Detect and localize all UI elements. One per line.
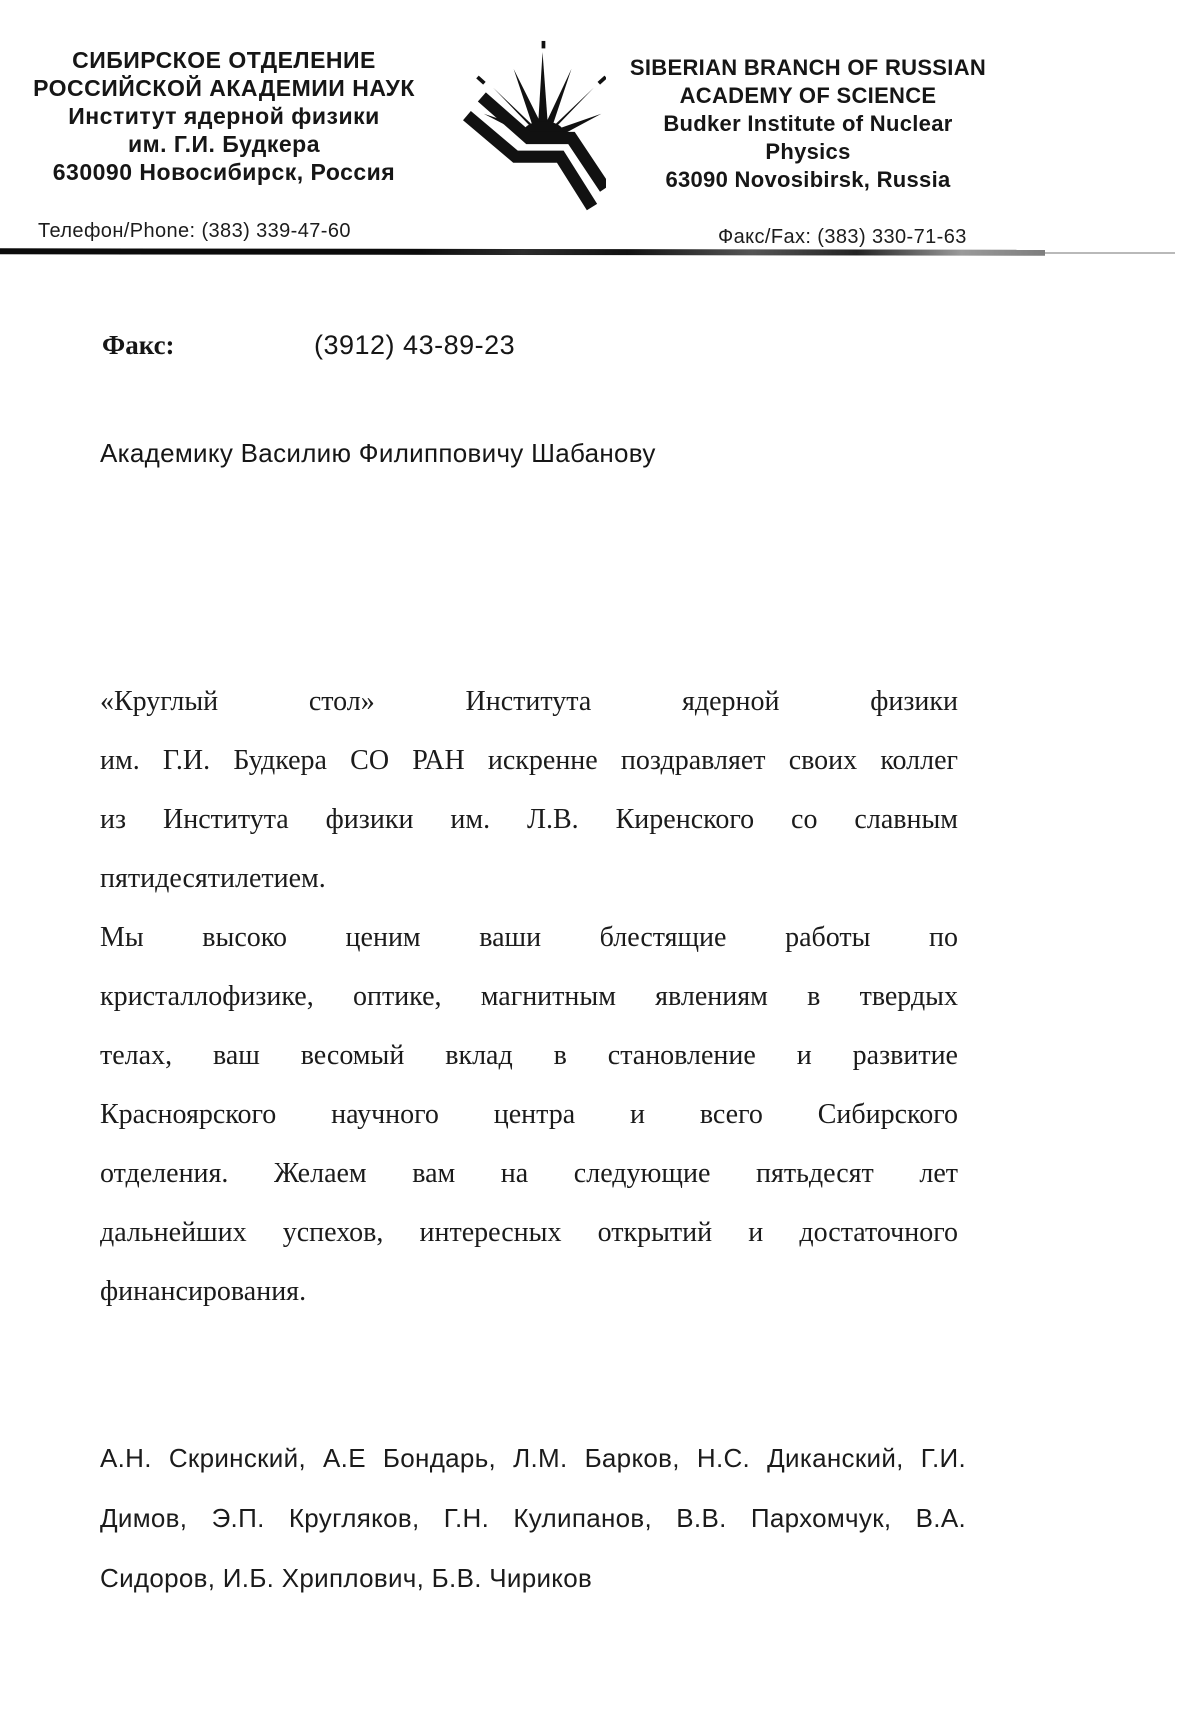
budker-inp-logo-icon — [424, 36, 606, 212]
letterhead-english — [608, 54, 1008, 194]
letterhead-divider-rule-tail — [1045, 252, 1175, 254]
letterhead-en-line: 63090 Novosibirsk, Russia — [665, 167, 951, 192]
letterhead-russian — [18, 46, 430, 186]
letterhead-ru-line: Институт ядерной физики — [68, 103, 380, 129]
letterhead-ru-line: СИБИРСКОЕ ОТДЕЛЕНИЕ — [72, 47, 376, 73]
body-line: финансирования. — [100, 1276, 307, 1307]
letterhead-ru-line: им. Г.И. Будкера — [128, 131, 320, 157]
body-line: пятидесятилетием. — [100, 863, 326, 894]
letterhead-ru-line: 630090 Новосибирск, Россия — [52, 159, 396, 185]
body-line: «Круглый стол» Института ядерной физики — [100, 686, 958, 717]
letterhead-divider-rule — [0, 248, 1045, 255]
body-line: Красноярского научного центра и всего Сибирского — [100, 1099, 958, 1130]
signature-line: Сидоров, И.Б. Хриплович, Б.В. Чириков — [100, 1563, 593, 1593]
body-line: им. Г.И. Будкера СО РАН искренне поздравляет своих коллег — [100, 745, 958, 776]
fax-number-line: Факс/Fax: (383) 330-71-63 — [718, 226, 967, 248]
fax-to-label: Факс: — [102, 330, 175, 360]
body-line: Мы высоко ценим ваши блестящие работы по — [100, 922, 958, 953]
body-line: телах, ваш весомый вклад в становление и развитие — [100, 1040, 958, 1071]
letterhead-en-line: ACADEMY OF SCIENCE — [679, 83, 937, 108]
letterhead-ru-line: РОССИЙСКОЙ АКАДЕМИИ НАУК — [33, 75, 415, 101]
letterhead-en-line: SIBERIAN BRANCH OF RUSSIAN — [629, 55, 987, 80]
signature-line: Димов, Э.П. Кругляков, Г.Н. Кулипанов, В.В. Пархомчук, В.А. — [100, 1503, 966, 1533]
phone-number-line: Телефон/Phone: (383) 339-47-60 — [38, 220, 351, 242]
signature-line: А.Н. Скринский, А.Е Бондарь, Л.М. Барков, Н.С. Диканский, Г.И. — [100, 1443, 966, 1473]
body-line: кристаллофизике, оптике, магнитным явлениям в твердых — [100, 981, 958, 1012]
letterhead-en-line: Budker Institute of Nuclear — [663, 111, 953, 136]
letter-body — [100, 672, 958, 1321]
signature-block — [100, 1428, 966, 1608]
fax-to-number: (3912) 43-89-23 — [314, 330, 516, 360]
body-line: отделения. Желаем вам на следующие пятьдесят лет — [100, 1158, 958, 1189]
body-line: из Института физики им. Л.В. Киренского со славным — [100, 804, 958, 835]
addressee-line: Академику Василию Филипповичу Шабанову — [100, 438, 656, 468]
body-line: дальнейших успехов, интересных открытий и достаточного — [100, 1217, 958, 1248]
letterhead-en-line: Physics — [765, 139, 851, 164]
